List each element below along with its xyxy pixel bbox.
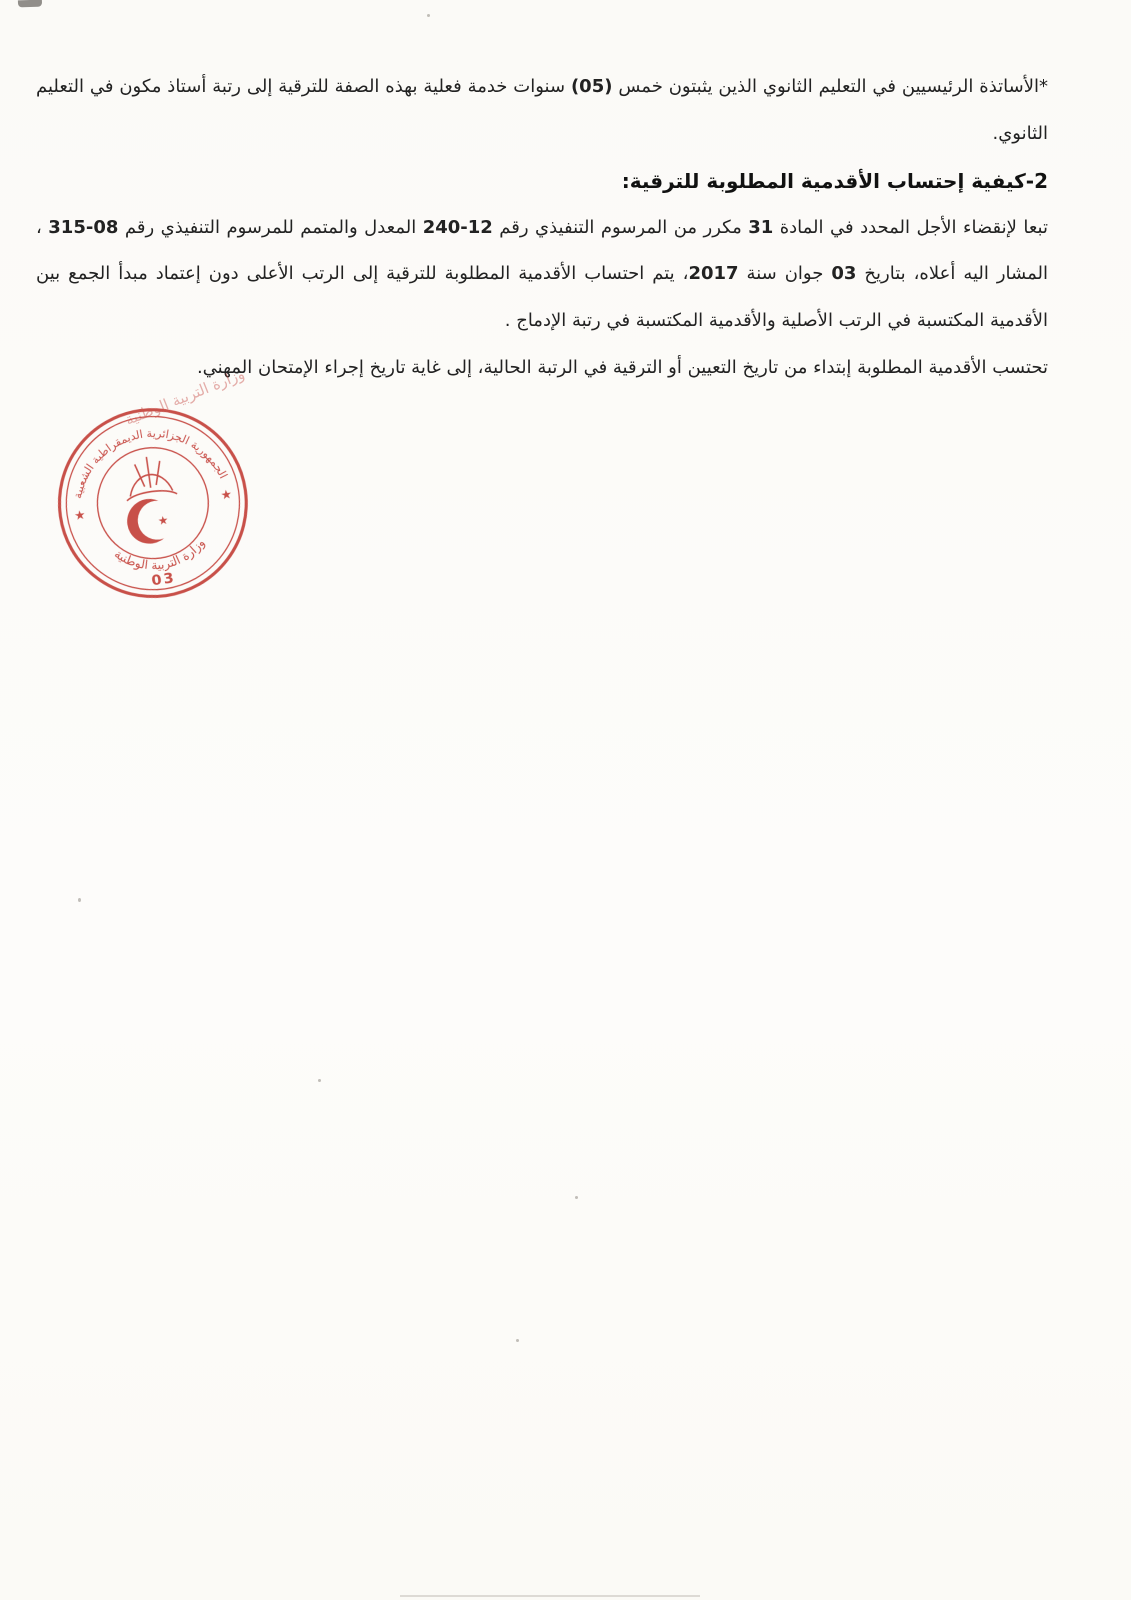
document-body <box>36 64 1048 392</box>
star-icon: ★ <box>219 485 233 503</box>
star-icon: ★ <box>156 512 170 528</box>
paragraph-principal-teachers: *الأساتذة الرئيسيين في التعليم الثانوي الذين يثبتون خمس (05) سنوات خدمة فعلية بهذه الصفة للترقية إلى رتبة أستاذ مكون في التعليم الثانوي. <box>36 76 1048 144</box>
paragraph-seniority-counting: تحتسب الأقدمية المطلوبة إبتداء من تاريخ التعيين أو الترقية في الرتبة الحالية، إلى غاية تاريخ إجراء الإمتحان المهني. <box>196 356 1048 378</box>
stamp-national-emblem <box>118 453 183 546</box>
stamp-arc-ministry-text: وزارة التربية الوطنية <box>111 535 208 573</box>
section-heading-seniority-calculation: 2-كيفية إحتساب الأقدمية المطلوبة للترقية: <box>621 168 1048 193</box>
paragraph-decree-reference: تبعا لإنقضاء الأجل المحدد في المادة 31 مكرر من المرسوم التنفيذي رقم 12-240 المعدل والمتمم للمرسوم التنفيذي رقم 08-315 ، المشار اليه أعلاه، بتاريخ 03 جوان سنة 2017، يتم احتساب الأقدمية المطلوبة للترقية إلى الرتب الأعلى دون إعتماد مبدأ الجمع بين الأقدمية المكتسبة في الرتب الأصلية والأقدمية المكتسبة في رتبة الإدماج . <box>36 216 1048 332</box>
stamp-number: 03 <box>150 569 177 590</box>
scan-artifact-bottom <box>400 1595 700 1597</box>
scan-artifact-top-left <box>18 0 42 7</box>
stamp-overlay-text: وزارة التربية الوطنية <box>122 364 248 430</box>
scan-speck <box>427 14 430 17</box>
stamp-seal <box>32 382 274 624</box>
scan-speck <box>575 1196 578 1199</box>
scan-speck <box>516 1339 519 1342</box>
scan-speck <box>318 1079 321 1082</box>
star-icon: ★ <box>73 506 87 523</box>
official-stamp <box>32 364 276 626</box>
scan-speck <box>78 898 81 902</box>
stamp-arc-republic-text: الجمهورية الجزائرية الديمقراطية الشعبية <box>71 426 230 500</box>
